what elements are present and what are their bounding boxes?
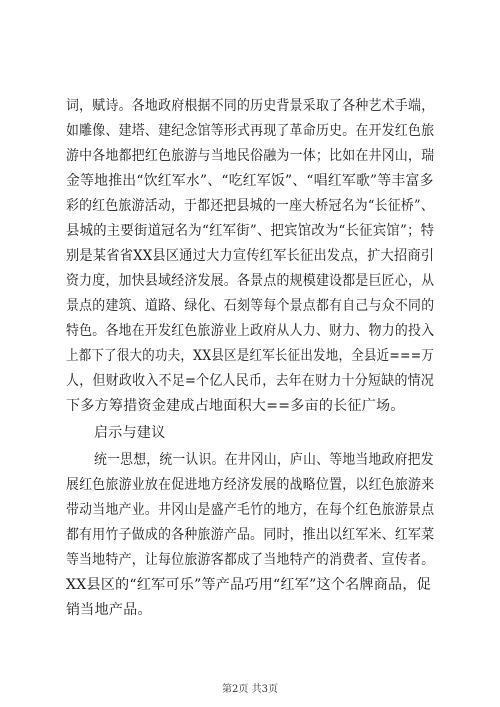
text-line: 特色。各地在开发红色旅游业上政府从人力、财力、物力的投入 [66,323,435,339]
text-line: 统一思想，统一认识。在井冈山，庐山、等地当地政府把发 [94,452,434,468]
section-heading: 启示与建议 [94,425,166,441]
page-number-footer: 第2页 共3页 [222,684,278,695]
text-line: 都有用竹子做成的各种旅游产品。同时，推出以红军米、红军菜 [66,527,435,543]
text-line: 游中各地都把红色旅游与当地民俗融为一体；比如在井冈山，瑞 [66,148,435,164]
text-line: 销当地产品。 [66,602,152,618]
text-line: 上都下了很大的功夫，XX县区是红军长征出发地，全县近===万 [66,348,435,364]
text-line: 展红色旅游业放在促进地方经济发展的战略位置，以红色旅游来 [66,477,435,493]
text-line: 等当地特产，让每位旅游客都成了当地特产的消费者、宣传者。 [66,552,435,568]
text-line: 词，赋诗。各地政府根据不同的历史背景采取了各种艺术手端， [66,98,435,114]
text-line: XX县区的“红军可乐”等产品巧用“红军”这个名牌商品，促 [66,577,431,593]
text-line: 带动当地产业。井冈山是盛产毛竹的地方，在每个红色旅游景点 [66,502,435,518]
text-line: 资力度，加快县域经济发展。各景点的规模建设都是巨匠心，从 [66,273,435,289]
text-line: 人，但财政收入不足=个亿人民币，去年在财力十分短缺的情况 [66,373,435,389]
text-line: 下多方筹措资金建成占地面积大==多亩的长征广场。 [66,398,405,414]
text-line: 景点的建筑、道路、绿化、石刻等每个景点都有自己与众不同的 [66,298,435,314]
text-line: 如雕像、建塔、建纪念馆等形式再现了革命历史。在开发红色旅 [66,123,435,139]
text-line: 金等地推出“饮红军水”、“吃红军饭”、“唱红军歌”等丰富多 [66,173,434,189]
text-line: 彩的红色旅游活动，于都还把县城的一座大桥冠名为“长征桥”、 [66,198,435,214]
text-line: 别是某省省XX县区通过大力宣传红军长征出发点，扩大招商引 [66,248,435,264]
text-line: 县城的主要街道冠名为“红军街”、把宾馆改为“长征宾馆”；特 [66,223,435,239]
